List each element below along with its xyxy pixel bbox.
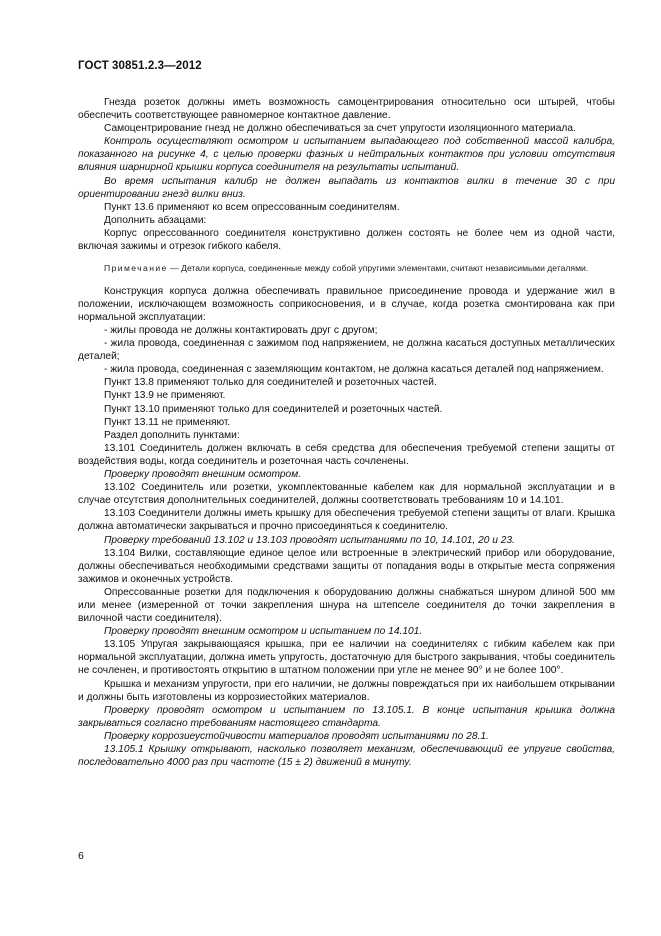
- paragraph: Пункт 13.8 применяют только для соединителей и розеточных частей.: [104, 377, 437, 389]
- paragraph: Самоцентрирование гнезд не должно обеспечиваться за счет упругости изоляционного материала.: [104, 123, 576, 135]
- paragraph-italic: Проверку проводят внешним осмотром.: [104, 469, 302, 481]
- paragraph-italic: Во время испытания калибр не должен выпадать из контактов вилки в течение 30 с при ориентировании гнезд вилки вниз.: [78, 175, 615, 200]
- paragraph: Раздел дополнить пунктами:: [104, 429, 240, 441]
- paragraph: Крышка и механизм упругости, при его наличии, не должны повреждаться при их наибольшем открывании и должны быть изготовлены из коррозиестойких материалов.: [78, 678, 615, 703]
- list-item: - жилы провода не должны контактировать друг с другом;: [104, 325, 378, 336]
- paragraph: Гнезда розеток должны иметь возможность самоцентрирования относительно оси штырей, чтобы обеспечить соответствующее равномерное контактное давление.: [78, 97, 615, 122]
- paragraph-italic: Проверку коррозиеустойчивости материалов проводят испытаниями по 28.1.: [104, 730, 489, 742]
- clause-13-103: 13.103 Соединители должны иметь крышку для обеспечения требуемой степени защиты от влаги. Крышка должна автоматически закрываться и прочно присоединяться к соединителю.: [78, 508, 615, 533]
- page-header: ГОСТ 30851.2.3—2012: [78, 60, 202, 72]
- paragraph: Дополнить абзацами:: [104, 214, 207, 226]
- clause-13-104: 13.104 Вилки, составляющие единое целое или встроенные в электрический прибор или оборудование, должны обеспечиваться необходимыми средствами защиты от попадания воды в открытые места сопряжения зажимов и оконечных устройств.: [78, 547, 615, 585]
- paragraph-italic: Проверку проводят осмотром и испытанием по 13.105.1. В конце испытания крышка должна закрываться согласно требованиям настоящего стандарта.: [78, 704, 615, 729]
- note-text: — Детали корпуса, соединенные между собой упругими элементами, считают независимыми деталями.: [167, 263, 589, 274]
- note-label: Примечание: [104, 263, 168, 274]
- paragraph-italic: Проверку проводят внешним осмотром и испытанием по 14.101.: [104, 626, 423, 638]
- note: [78, 263, 615, 275]
- paragraph: Пункт 13.9 не применяют.: [104, 390, 226, 402]
- paragraph-italic: Контроль осуществляют осмотром и испытанием выпадающего под собственной массой калибра, показанного на рисунке 4, с целью проверки фазных и нейтральных контактов при условии отсутствия влияния шарнирной крышки корпуса соединителя на результаты испытаний.: [78, 136, 615, 174]
- paragraph: Опрессованные розетки для подключения к оборудованию должны снабжаться шнуром длиной 500 мм или менее (измеренной от точки закрепления шнура на штепселе соединителя до точки закрепления в вилочной части соединителя).: [78, 586, 615, 625]
- document-body: [78, 96, 615, 769]
- paragraph: Пункт 13.10 применяют только для соединителей и розеточных частей.: [104, 403, 443, 415]
- page-number: 6: [78, 850, 84, 862]
- paragraph: Корпус опрессованного соединителя конструктивно должен состоять не более чем из одной части, включая зажимы и отрезок гибкого кабеля.: [78, 227, 615, 253]
- list-item: - жила провода, соединенная с зажимом под напряжением, не должна касаться доступных металлических деталей;: [78, 338, 615, 363]
- clause-13-101: 13.101 Соединитель должен включать в себя средства для обеспечения требуемой степени защиты от воздействия воды, когда соединитель и розеточная часть сочленены.: [78, 442, 615, 467]
- paragraph-italic: Проверку требований 13.102 и 13.103 проводят испытаниями по 10, 14.101, 20 и 23.: [104, 534, 515, 546]
- paragraph: Пункт 13.6 применяют ко всем опрессованным соединителям.: [104, 201, 400, 213]
- clause-13-105-1: 13.105.1 Крышку открывают, насколько позволяет механизм, обеспечивающий ее упругие свойства, последовательно 4000 раз при частоте (15 ± 2) движений в минуту.: [78, 744, 615, 769]
- paragraph: Конструкция корпуса должна обеспечивать правильное присоединение провода и удержание жил в положении, исключающем возможность соприкосновения, и в случае, когда розетка смонтирована как при нормальной эксплуатации:: [78, 285, 615, 323]
- paragraph: Пункт 13.11 не применяют.: [104, 416, 231, 428]
- clause-13-102: 13.102 Соединитель или розетки, укомплектованные кабелем как для нормальной эксплуатации и в случае отсутствия дополнительных соединителей, должны соответствовать требованиям 10 и 14.101.: [78, 482, 615, 507]
- clause-13-105: 13.105 Упругая закрывающаяся крышка, при ее наличии на соединителях с гибким кабелем как при нормальной эксплуатации, должна иметь упругость, достаточную для быстрого закрывания, чтобы соединитель не сочленен, и противостоять открытию в штатном положении при угле не менее 90° и не более 100°.: [78, 639, 615, 677]
- list-item: - жила провода, соединенная с заземляющим контактом, не должна касаться деталей под напряжением.: [104, 364, 604, 376]
